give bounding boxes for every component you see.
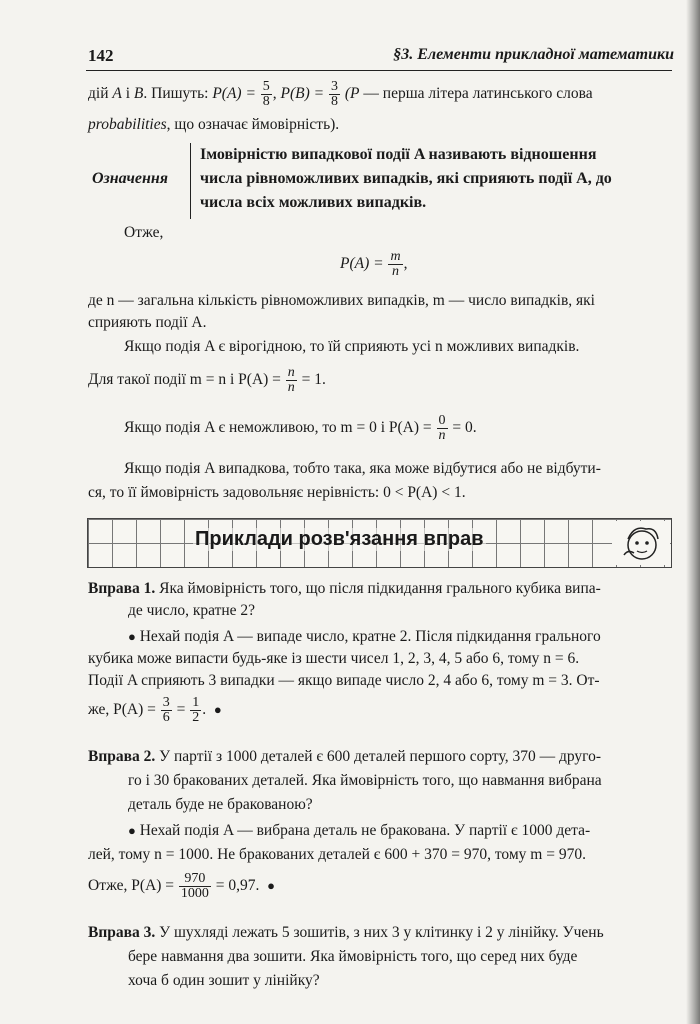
exercise-2-question-line-1: Вправа 2. У партії з 1000 деталей є 600 деталей першого сорту, 370 — друго- [88,748,602,765]
otzhe-text: Отже, [124,224,164,241]
definition-bar [190,143,191,219]
intro-line-1: дій A і B. Пишуть: P(A) = $\frac{5}{8}$ , P(B) = $\frac{3}{8}$ (P — перша літера латинського слова [88,79,593,109]
exercise-3-question-line-3: хоча б один зошит у лінійку? [128,972,320,989]
thinking-child-icon [612,521,670,565]
running-head: §3. Елементи прикладної математики [393,46,674,63]
bullet-icon: ● [213,702,222,718]
definition-line-1: Імовірністю випадкової події A називають відношення [200,146,597,163]
certain-line-2: Для такої події m = n і P(A) = $\frac{n}{n}$ = 1. [88,365,326,395]
where-line-2: сприяють події A. [88,314,207,331]
page-number: 142 [88,46,114,65]
page-edge-shadow [686,0,700,1024]
exercise-3-question-line-2: бере навмання два зошити. Яка ймовірність того, що серед них буде [128,948,578,965]
random-line-2: ся, то її ймовірність задовольняє нерівність: 0 < P(A) < 1. [88,484,466,501]
bullet-icon: ● [128,823,136,838]
random-line-1: Якщо подія A випадкова, тобто така, яка може відбутися або не відбути- [124,460,601,477]
definition-line-3: числа всіх можливих випадків. [200,194,427,211]
exercise-2-answer-line-1: ● Нехай подія A — вибрана деталь не бракована. У партії є 1000 дета- [128,822,591,839]
bullet-icon: ● [267,878,276,894]
certain-line-1: Якщо подія A є вірогідною, то їй сприяють усі n можливих випадків. [124,338,580,355]
probability-formula: P(A) = $\frac{m}{n}$ , [340,249,408,279]
impossible-line: Якщо подія A є неможливою, то m = 0 і P(A) = $\frac{0}{n}$ = 0. [124,413,477,443]
exercise-1-answer-line-1: ● Нехай подія A — випаде число, кратне 2. Після підкидання грального [128,628,601,645]
exercise-2-question-line-3: деталь буде не бракованою? [128,796,313,813]
exercise-1-answer-line-2: кубика може випасти будь-яке із шести чисел 1, 2, 3, 4, 5 або 6, тому n = 6. [88,650,580,667]
exercise-1-question-line-2: де число, кратне 2? [128,602,256,619]
examples-banner-title: Приклади розв'язання вправ [195,528,484,550]
definition-line-2: числа рівноможливих випадків, які сприяють події A, до [200,170,612,187]
exercise-1-answer-line-4: же, P(A) = $\frac{3}{6}$ = $\frac{1}{2}$ . ● [88,695,222,725]
where-line-1: де n — загальна кількість рівноможливих випадків, m — число випадків, які [88,292,595,309]
bullet-icon: ● [128,629,136,644]
exercise-2-question-line-2: го і 30 бракованих деталей. Яка ймовірність того, що навмання вибрана [128,772,602,789]
header-rule [86,70,672,71]
exercise-2-answer-line-2: лей, тому n = 1000. Не бракованих деталей є 600 + 370 = 970, тому m = 970. [88,846,586,863]
intro-line-2: probabilities, що означає ймовірність). [88,116,340,133]
exercise-2-answer-line-3: Отже, P(A) = $\frac{970}{1000}$ = 0,97. ● [88,871,276,901]
exercise-1-question-line-1: Вправа 1. Яка ймовірність того, що після підкидання грального кубика випа- [88,580,601,597]
exercise-1-answer-line-3: Події A сприяють 3 випадки — якщо випаде число 2, 4 або 6, тому m = 3. От- [88,672,600,689]
definition-label: Означення [92,170,168,187]
exercise-3-question-line-1: Вправа 3. У шухляді лежать 5 зошитів, з них 3 у клітинку і 2 у лінійку. Учень [88,924,604,941]
